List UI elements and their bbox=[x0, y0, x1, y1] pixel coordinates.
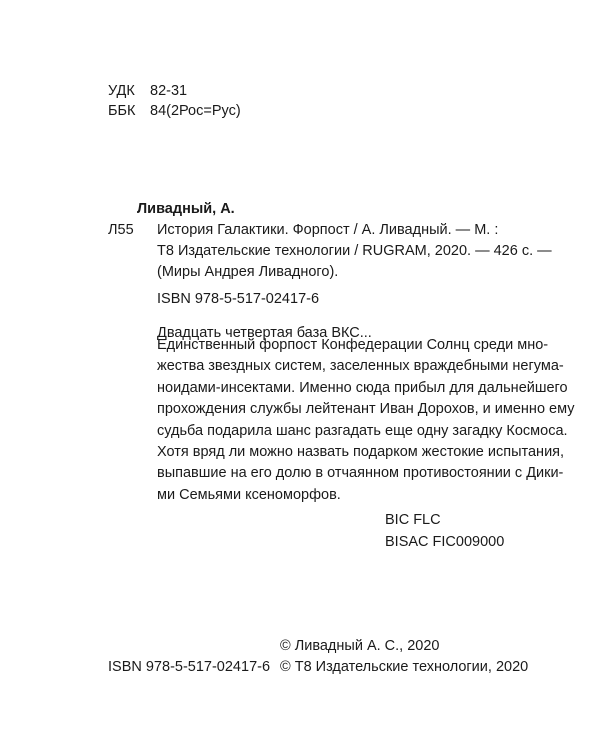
annotation-text bbox=[157, 335, 575, 506]
annotation-line: прохождения службы лейтенант Иван Дорохов, и именно ему bbox=[157, 401, 575, 418]
bbk-value: 84(2Рос=Рус) bbox=[150, 103, 241, 119]
annotation-line: выпавшие на его долю в отчаянном противостоянии с Дики- bbox=[157, 465, 564, 482]
copyright-publisher: © Т8 Издательские технологии, 2020 bbox=[280, 659, 529, 675]
bbk-label: ББК bbox=[108, 103, 136, 119]
bibliographic-description bbox=[157, 220, 552, 283]
udk-line bbox=[108, 81, 187, 101]
copyright-author: © Ливадный А. С., 2020 bbox=[280, 638, 440, 654]
bisac-code: BISAC FIC009000 bbox=[385, 534, 505, 550]
description-line: (Миры Андрея Ливадного). bbox=[157, 264, 339, 280]
udk-label: УДК bbox=[108, 83, 135, 99]
bbk-line bbox=[108, 101, 241, 121]
annotation-line: ноидами-инсектами. Именно сюда прибыл для дальнейшего bbox=[157, 379, 568, 396]
description-line: Т8 Издательские технологии / RUGRAM, 2020. — 426 с. — bbox=[157, 243, 552, 259]
annotation-line: ми Семьями ксеноморфов. bbox=[157, 486, 341, 503]
annotation-lead: Двадцать четвертая база ВКС... bbox=[157, 325, 372, 341]
annotation-line: Единственный форпост Конфедерации Солнц среди мно- bbox=[157, 337, 549, 353]
annotation-line: жества звездных систем, заселенных враждебными негума- bbox=[157, 358, 564, 375]
annotation-line: судьба подарила шанс разгадать еще одну загадку Космоса. bbox=[157, 422, 568, 439]
footer-isbn: ISBN 978-5-517-02417-6 bbox=[108, 659, 271, 675]
author-heading: Ливадный, А. bbox=[137, 201, 235, 217]
author-mark: Л55 bbox=[108, 222, 134, 238]
record-isbn: ISBN 978-5-517-02417-6 bbox=[157, 291, 320, 307]
description-line: История Галактики. Форпост / А. Ливадный. — М. : bbox=[157, 222, 499, 238]
bic-code: BIC FLC bbox=[385, 512, 441, 528]
udk-value: 82-31 bbox=[150, 83, 188, 99]
annotation-line: Хотя вряд ли можно назвать подарком жестокие испытания, bbox=[157, 443, 565, 460]
